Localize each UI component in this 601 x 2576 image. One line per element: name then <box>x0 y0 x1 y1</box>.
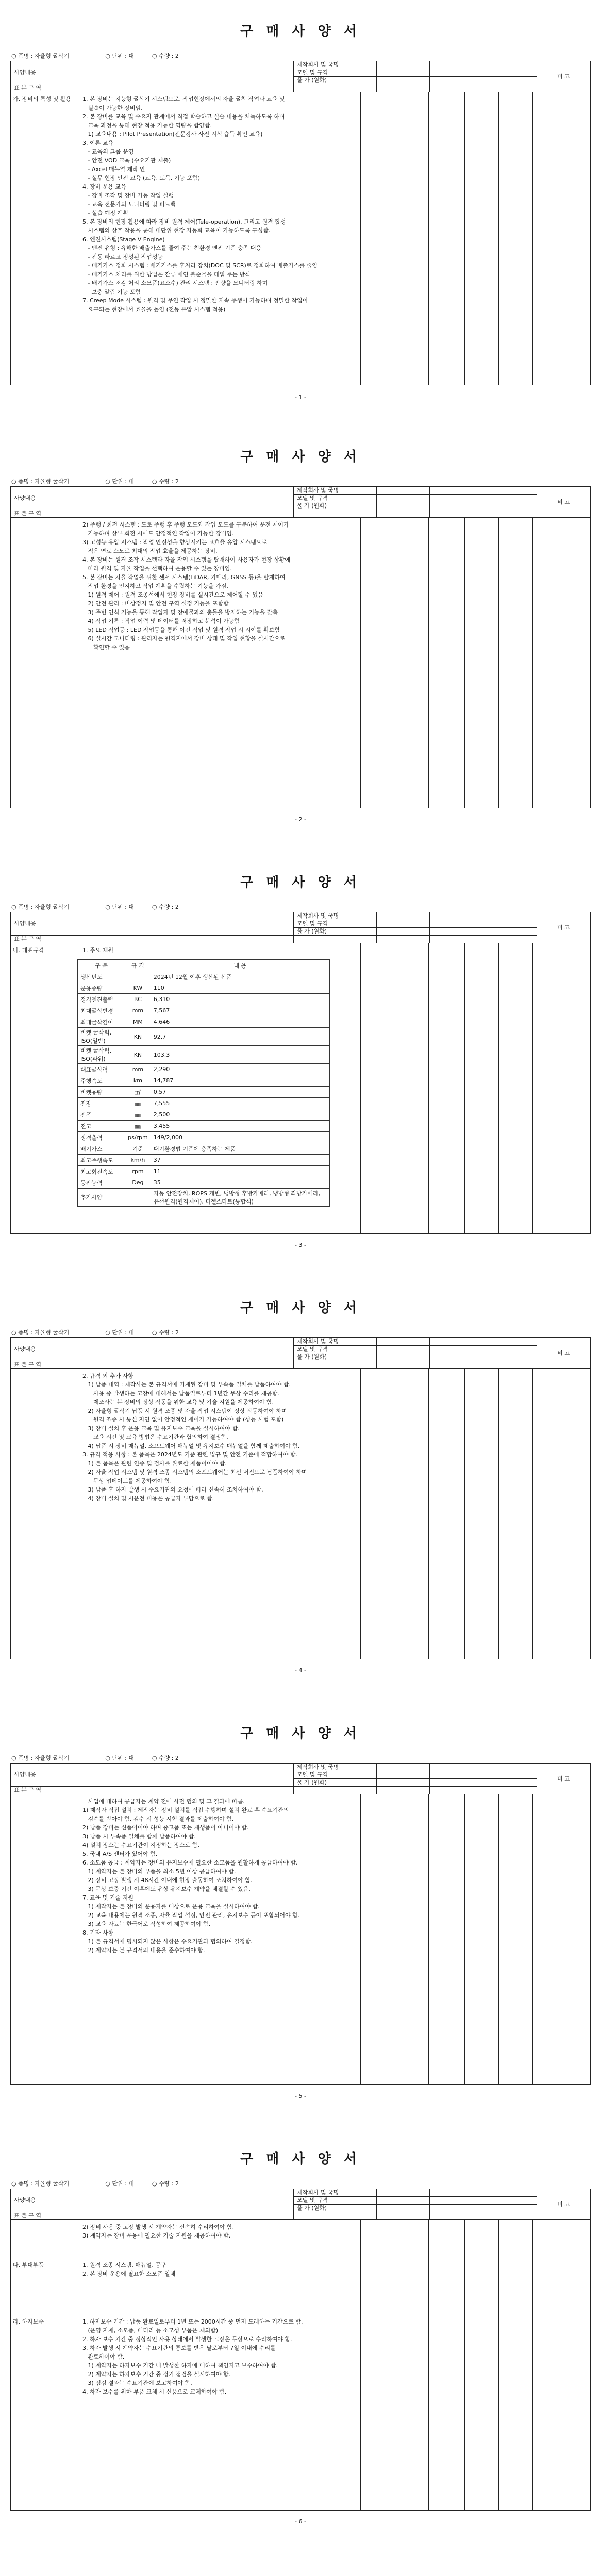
spec-value: 7,567 <box>151 1005 329 1016</box>
spec-value: 2,290 <box>151 1064 329 1075</box>
spec-unit: km <box>125 1075 151 1087</box>
unit-quantity: ○ 단위 : 대 ○ 수량 : 2 <box>105 1755 179 1761</box>
category-label: 표 본 구 역 <box>11 510 174 518</box>
spec-unit: 기준 <box>125 1143 151 1155</box>
category-text: 가. 장비의 특성 및 활용 <box>13 96 72 103</box>
spec-item: 최대굴삭깊이 <box>78 1016 125 1028</box>
spec-header-unit: 규 격 <box>125 960 151 971</box>
goods-label: 물 가 (원화) <box>293 1353 376 1361</box>
page-number: - 2 - <box>295 816 306 823</box>
spec-item: 추가사양 <box>78 1189 125 1207</box>
spec-value: 0.57 <box>151 1087 329 1098</box>
goods-label: 물 가 (원화) <box>293 502 376 510</box>
spec-item: 전장 <box>78 1098 125 1109</box>
note-label: 비 고 <box>537 487 591 518</box>
category-label: 표 본 구 역 <box>11 1787 174 1794</box>
spec-unit: RC <box>125 994 151 1005</box>
model-label: 모델 및 규격 <box>293 920 376 928</box>
spec-item: 최대굴삭반경 <box>78 1005 125 1016</box>
model-label: 모델 및 규격 <box>293 1346 376 1353</box>
spec-item: 최고회전속도 <box>78 1166 125 1177</box>
unit-quantity: ○ 단위 : 대 ○ 수량 : 2 <box>105 904 179 910</box>
product-name: ○ 품명 : 자율형 굴삭기 <box>11 478 70 485</box>
spec-item: 등판능력 <box>78 1177 125 1189</box>
product-name: ○ 품명 : 자율형 굴삭기 <box>11 53 70 59</box>
spec-unit: KN <box>125 1028 151 1046</box>
spec-row <box>78 1005 330 1016</box>
spec-header-item: 구 분 <box>78 960 125 971</box>
spec-row <box>78 994 330 1005</box>
goods-label: 물 가 (원화) <box>293 77 376 84</box>
spec-item: 운용중량 <box>78 982 125 994</box>
maker-label: 제작회사 및 국명 <box>293 1338 376 1346</box>
spec-row <box>78 971 330 982</box>
unit-quantity: ○ 단위 : 대 ○ 수량 : 2 <box>105 2180 179 2187</box>
spec-unit: ㎜ <box>125 1098 151 1109</box>
unit-quantity: ○ 단위 : 대 ○ 수량 : 2 <box>105 478 179 485</box>
header-table <box>10 61 591 92</box>
document-title: 구 매 사 양 서 <box>240 1726 361 1741</box>
unit-quantity: ○ 단위 : 대 ○ 수량 : 2 <box>105 53 179 59</box>
spec-item: 정격출력 <box>78 1132 125 1143</box>
category-text-warranty: 라. 하자보수 <box>13 2318 44 2325</box>
maker-label: 제작회사 및 국명 <box>293 61 376 69</box>
document-title: 구 매 사 양 서 <box>240 875 361 890</box>
header-table <box>10 1763 591 1794</box>
product-info <box>11 52 179 60</box>
spec-item: 최고주행속도 <box>78 1155 125 1166</box>
document-title: 구 매 사 양 서 <box>240 24 361 39</box>
model-label: 모델 및 규격 <box>293 495 376 502</box>
note-label: 비 고 <box>537 912 591 943</box>
spec-row <box>78 1098 330 1109</box>
spec-row <box>78 1155 330 1166</box>
model-label: 모델 및 규격 <box>293 1771 376 1779</box>
spec-item: 주행속도 <box>78 1075 125 1087</box>
product-info <box>11 477 179 485</box>
spec-row <box>78 1132 330 1143</box>
spec-unit: ㎥ <box>125 1087 151 1098</box>
category-label: 표 본 구 역 <box>11 1361 174 1369</box>
content-text-parts: 1. 원격 조종 시스템, 매뉴얼, 공구 2. 본 장비 운용에 필요한 소모품 일체 <box>82 2262 176 2277</box>
note-label: 비 고 <box>537 61 591 92</box>
product-name: ○ 품명 : 자율형 굴삭기 <box>11 2180 70 2187</box>
spec-value: 11 <box>151 1166 329 1177</box>
spec-value: 103.3 <box>151 1046 329 1064</box>
content-text-top: 2) 장비 사용 중 고장 발생 시 계약자는 신속히 수리하여야 함. 3) 계약자는 장비 운용에 필요한 기술 지원을 제공하여야 함. <box>82 2224 235 2239</box>
product-info <box>11 1754 179 1762</box>
page-body <box>10 1368 591 1659</box>
spec-label: 사양내용 <box>11 1764 174 1787</box>
page-number: - 5 - <box>295 2093 306 2099</box>
goods-label: 물 가 (원화) <box>293 928 376 936</box>
spec-row <box>78 982 330 994</box>
spec-unit: rpm <box>125 1166 151 1177</box>
spec-row <box>78 1064 330 1075</box>
spec-value: 2024년 12월 이후 생산된 신품 <box>151 971 329 982</box>
spec-label: 사양내용 <box>11 912 174 936</box>
page-number: - 6 - <box>295 2518 306 2525</box>
spec-value: 자동 안전장치, ROPS 캐빈, 냉방형 후방카메라, 냉방형 좌방카메라, 유선원격(원격제어), 디젤스타트(통합식) <box>151 1189 329 1207</box>
category-text-parts: 다. 부대부품 <box>13 2262 44 2268</box>
spec-value: 35 <box>151 1177 329 1189</box>
spec-item: 배기가스 <box>78 1143 125 1155</box>
spec-unit: ㎜ <box>125 1121 151 1132</box>
spec-row <box>78 1189 330 1207</box>
spec-unit: ps/rpm <box>125 1132 151 1143</box>
product-info <box>11 2179 179 2188</box>
content-text-warranty: 1. 하자보수 기간 : 납품 완료일로부터 1년 또는 2000시간 중 먼저 도래하는 기간으로 함. (운영 자재, 소모품, 배터리 등 소모성 부품은 제외함) 2. 하자 보수 기간 중 정상적인 사용 상태에서 발생한 고장은 무상으로 수리하여야 함. 3. 하자 발생 시 계약자는 수요기관의 통보를 받은 날로부터 7일 이내에 수리를 완료하여야 함. 1) 계약자는 하자보수 기간 내 발생한 하자에 대하여 책임지고 보수하여야 함. 2) 계약자는 하자보수 기간 중 정기 점검을 실시하여야 함. 3) 점검 결과는 수요기관에 보고하여야 함. 4. 하자 보수를 위한 부품 교체 시 신품으로 교체하여야 함. <box>82 2318 303 2395</box>
maker-label: 제작회사 및 국명 <box>293 912 376 920</box>
spec-item: 정격엔진출력 <box>78 994 125 1005</box>
spec-header-value: 내 용 <box>151 960 329 971</box>
spec-item: 버켓 굴삭력, ISO(일반) <box>78 1028 125 1046</box>
note-label: 비 고 <box>537 1764 591 1794</box>
spec-row <box>78 1028 330 1046</box>
page-body <box>10 2219 591 2511</box>
category-label: 표 본 구 역 <box>11 936 174 943</box>
maker-label: 제작회사 및 국명 <box>293 2189 376 2197</box>
spec-value: 14,787 <box>151 1075 329 1087</box>
spec-row <box>78 1166 330 1177</box>
spec-item: 버켓용량 <box>78 1087 125 1098</box>
spec-item: 전폭 <box>78 1109 125 1121</box>
page-body <box>10 517 591 808</box>
model-label: 모델 및 규격 <box>293 69 376 77</box>
header-table <box>10 2189 591 2220</box>
spec-row <box>78 1109 330 1121</box>
spec-unit: KN <box>125 1046 151 1064</box>
spec-unit: KW <box>125 982 151 994</box>
spec-value: 149/2,000 <box>151 1132 329 1143</box>
spec-unit: ㎜ <box>125 1109 151 1121</box>
spec-value: 37 <box>151 1155 329 1166</box>
spec-unit <box>125 971 151 982</box>
spec-unit: MM <box>125 1016 151 1028</box>
maker-label: 제작회사 및 국명 <box>293 487 376 495</box>
page-number: - 1 - <box>295 394 306 401</box>
document-title: 구 매 사 양 서 <box>240 449 361 465</box>
document-title: 구 매 사 양 서 <box>240 2151 361 2167</box>
document-title <box>0 2574 601 2576</box>
spec-item: 대표굴삭력 <box>78 1064 125 1075</box>
spec-item: 전고 <box>78 1121 125 1132</box>
page-number: - 4 - <box>295 1667 306 1674</box>
header-table <box>10 912 591 943</box>
spec-value: 6,310 <box>151 994 329 1005</box>
spec-unit: mm <box>125 1064 151 1075</box>
unit-quantity: ○ 단위 : 대 ○ 수량 : 2 <box>105 1329 179 1336</box>
product-info <box>11 1328 179 1336</box>
spec-item: 생산년도 <box>78 971 125 982</box>
spec-label: 사양내용 <box>11 1338 174 1361</box>
spec-value: 110 <box>151 982 329 994</box>
spec-unit: mm <box>125 1005 151 1016</box>
spec-value: 92.7 <box>151 1028 329 1046</box>
spec-row <box>78 1087 330 1098</box>
page-body <box>10 92 591 385</box>
product-name: ○ 품명 : 자율형 굴삭기 <box>11 1329 70 1336</box>
spec-table <box>77 959 330 1207</box>
page-number: - 3 - <box>295 1242 306 1248</box>
content-text: 사업에 대하여 공급자는 계약 전에 사전 협의 및 그 결과에 따름. 1) 제작자 직접 설치 : 제작자는 장비 설치를 직접 수행하며 설치 완료 후 수요기관의 검수를 받아야 함. 검수 시 성능 시험 결과를 제출하여야 함. 2) 납품 장비는 신품이어야 하며 중고품 또는 재생품이 아니어야 함. 3) 납품 시 부속품 일체를 함께 납품하여야 함. 4) 설치 장소는 수요기관이 지정하는 장소로 함. 5. 국내 A/S 센터가 있어야 함. 6. 소모품 공급 : 계약자는 장비의 유지보수에 필요한 소모품을 원활하게 공급하여야 함. 1) 계약자는 본 장비의 부품을 최소 5년 이상 공급하여야 함. 2) 장비 고장 발생 시 48시간 이내에 현장 출동하여 조치하여야 함. 3) 무상 보증 기간 이후에도 유상 유지보수 계약을 체결할 수 있음. 7. 교육 및 기술 지원 1) 제작자는 본 장비의 운용자를 대상으로 운용 교육을 실시하여야 함. 2) 교육 내용에는 원격 조종, 자율 작업 설정, 안전 관리, 유지보수 등이 포함되어야 함. 3) 교육 자료는 한국어로 작성하여 제공하여야 함. 8. 기타 사항 1) 본 규격서에 명시되지 않은 사항은 수요기관과 협의하여 결정함. 2) 계약자는 본 규격서의 내용을 준수하여야 함. <box>82 1798 300 1954</box>
page-body <box>10 1794 591 2085</box>
spec-value: 2,500 <box>151 1109 329 1121</box>
content-text: 2) 주행 / 회전 시스템 : 도로 주행 후 주행 모드와 작업 모드를 구분하여 운전 제어가 가능하며 상부 회전 시에도 안정적인 작업이 가능한 장비임. 3) 고성능 유압 시스템 : 작업 안정성을 향상시키는 고효율 유압 시스템으로 적은 연료 소모로 최대의 작업 효율을 제공하는 장비. 4. 본 장비는 원격 조작 시스템과 자율 작업 시스템을 탑재하여 사용자가 현장 상황에 따라 원격 및 자율 작업을 선택하여 운용할 수 있는 장비임. 5. 본 장비는 자율 작업을 위한 센서 시스템(LiDAR, 카메라, GNSS 등)을 탑재하여 작업 환경을 인지하고 작업 계획을 수립하는 기능을 가짐. 1) 원격 제어 : 원격 조종석에서 현장 장비를 실시간으로 제어할 수 있음 2) 안전 관리 : 비상정지 및 안전 구역 설정 기능을 포함함 3) 주변 인식 기능을 통해 작업자 및 장애물과의 충돌을 방지하는 기능을 갖춤 4) 작업 기록 : 작업 이력 및 데이터를 저장하고 분석이 가능함 5) LED 작업등 : LED 작업등을 통해 야간 작업 및 원격 작업 시 시야를 확보함 6) 실시간 모니터링 : 관리자는 원격지에서 장비 상태 및 작업 현황을 실시간으로 확인할 수 있음 <box>82 521 291 651</box>
content-text: 1. 본 장비는 지능형 굴삭기 시스템으로, 작업현장에서의 자율 굴착 작업과 교육 및 실습이 가능한 장비임. 2. 본 장비를 교육 및 수요자 관계에서 직접 학습하고 실습 내용을 체득하도록 하며 교육 과정을 통해 현장 적용 가능한 역량을 함양함. 1) 교육내용 : Pilot Presentation(전문강사 사전 지식 습득 확인 교육) 3. 이론 교육 - 교육의 그룹 운영 - 안전 VOD 교육 (수요기관 제출) - Axcel 매뉴얼 제작 안 - 실무 현장 안전 교육 (교육, 토목, 기능 포함) 4. 장비 운용 교육 - 장비 조작 및 장비 가동 작업 실행 - 교육 전문가의 모니터링 및 피드백 - 실습 예정 계획 5. 본 장비의 현장 활용에 따라 장비 원격 제어(Tele-operation), 그리고 원격 합성 시스템의 상호 작용을 통해 대단위 현장 자동화 교육이 가능하도록 구성함. 6. 엔진시스템(Stage V Engine) - 엔진 유형 : 유해한 배출가스를 줄여 주는 친환경 엔진 기준 충족 대응 - 전동 빠르고 정성된 작업성능 - 배기가스 정화 시스템 : 배기가스를 후처리 장치(DOC 및 SCR)로 정화하여 배출가스를 줄임 - 배기가스 처리를 위한 방법은 잔류 매연 불순물을 태워 주는 방식 - 배기가스 저감 처리 소모품(요소수) 관리 시스템 : 잔량을 모니터링 하며 보충 알림 기능 포함 7. Creep Mode 시스템 : 원격 및 무인 작업 시 정밀한 저속 주행이 가능하며 정밀한 작업이 요구되는 현장에서 효율을 높임 (전동 유압 시스템 적용) <box>82 96 318 313</box>
spec-label: 사양내용 <box>11 61 174 84</box>
spec-value: 4,646 <box>151 1016 329 1028</box>
document-title: 구 매 사 양 서 <box>240 1300 361 1316</box>
spec-label: 사양내용 <box>11 2189 174 2212</box>
note-label: 비 고 <box>537 2189 591 2220</box>
goods-label: 물 가 (원화) <box>293 1779 376 1787</box>
spec-label: 사양내용 <box>11 487 174 510</box>
spec-unit: km/h <box>125 1155 151 1166</box>
product-name: ○ 품명 : 자율형 굴삭기 <box>11 904 70 910</box>
product-name: ○ 품명 : 자율형 굴삭기 <box>11 1755 70 1761</box>
model-label: 모델 및 규격 <box>293 2197 376 2205</box>
product-info <box>11 903 179 911</box>
spec-unit: Deg <box>125 1177 151 1189</box>
spec-row <box>78 1075 330 1087</box>
spec-row <box>78 1177 330 1189</box>
spec-value: 대기환경법 기준에 충족하는 제품 <box>151 1143 329 1155</box>
category-label: 표 본 구 역 <box>11 2212 174 2220</box>
spec-value: 3,455 <box>151 1121 329 1132</box>
content-text: 2. 규격 외 추가 사항 1) 납품 내역 : 제작사는 본 규격서에 기재된 장비 및 부속품 일체를 납품하여야 함. 사용 중 발생하는 고장에 대해서는 납품일로부터 1년간 무상 수리를 제공함. 제조사는 본 장비의 정상 작동을 위한 교육 및 기술 지원을 제공하여야 함. 2) 자율형 굴삭기 납품 시 원격 조종 및 자율 작업 시스템이 정상 작동하여야 하며 원격 조종 시 통신 지연 없이 안정적인 제어가 가능하여야 함 (성능 시험 포함) 3) 장비 설치 후 운용 교육 및 유지보수 교육을 실시하여야 함. 교육 시간 및 교육 방법은 수요기관과 협의하여 결정함. 4) 납품 시 장비 매뉴얼, 소프트웨어 매뉴얼 및 유지보수 매뉴얼을 함께 제출하여야 함. 3. 규격 적용 사항 : 본 품목은 2024년도 기준 관련 법규 및 안전 기준에 적합하여야 함. 1) 본 품목은 관련 인증 및 검사를 완료한 제품이어야 함. 2) 자율 작업 시스템 및 원격 조종 시스템의 소프트웨어는 최신 버전으로 납품하여야 하며 무상 업데이트를 제공하여야 함. 3) 납품 후 하자 발생 시 수요기관의 요청에 따라 신속히 조치하여야 함. 4) 장비 설치 및 시운전 비용은 공급자 부담으로 함. <box>82 1372 307 1502</box>
spec-row <box>78 1143 330 1155</box>
content-text: 1. 주요 제원 <box>79 947 113 954</box>
spec-unit <box>125 1189 151 1207</box>
header-table <box>10 1337 591 1369</box>
note-label: 비 고 <box>537 1338 591 1369</box>
spec-row <box>78 1121 330 1132</box>
spec-value: 7,555 <box>151 1098 329 1109</box>
category-text: 나. 대표규격 <box>13 947 44 954</box>
spec-row <box>78 1046 330 1064</box>
spec-item: 버켓 굴삭력, ISO(파워) <box>78 1046 125 1064</box>
header-table <box>10 486 591 518</box>
spec-row <box>78 1016 330 1028</box>
goods-label: 물 가 (원화) <box>293 2205 376 2212</box>
maker-label: 제작회사 및 국명 <box>293 1764 376 1771</box>
category-label: 표 본 구 역 <box>11 84 174 92</box>
